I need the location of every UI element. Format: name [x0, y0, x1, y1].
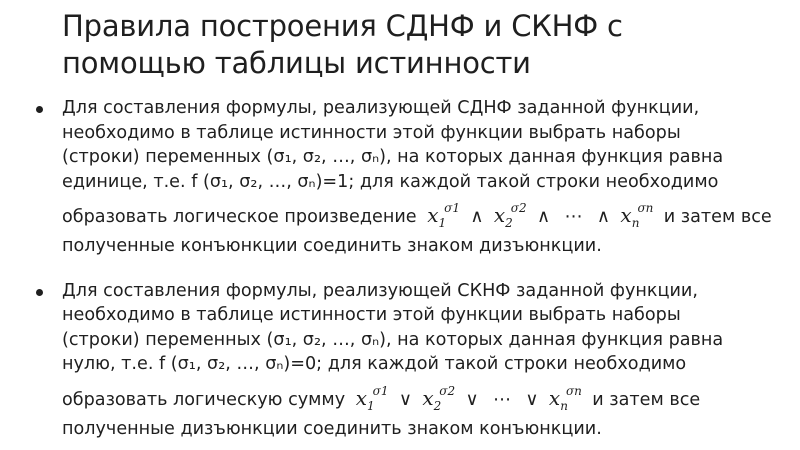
formula-term-n: $x_n^{\sigma n}$	[620, 201, 654, 231]
and-operator: ∧	[536, 206, 551, 228]
bullet-list	[0, 96, 800, 441]
formula-intro-text: образовать логическое произведение	[62, 207, 417, 228]
formula-outro-text: и затем все	[592, 389, 701, 410]
text-line: единице, т.е. f (σ₁, σ₂, …, σₙ)=1; для каждой такой строки необходимо	[62, 171, 719, 192]
bullet-sknf	[0, 279, 800, 442]
disjunction-formula	[355, 383, 589, 413]
text-line: полученные конъюнкции соединить знаком дизъюнкции.	[62, 235, 602, 256]
and-operator: ∧	[470, 206, 484, 228]
text-line: (строки) переменных (σ₁, σ₂, …, σₙ), на которых данная функция равна	[62, 329, 724, 350]
text-line: необходимо в таблице истинности этой функции выбрать наборы	[62, 305, 681, 326]
conjunction-formula	[427, 201, 660, 231]
or-operator: ∨	[398, 388, 412, 410]
text-line: нулю, т.е. f (σ₁, σ₂, …, σₙ)=0; для каждой такой строки необходимо	[62, 354, 687, 375]
formula-term-1: $x_1^{\sigma 1}$	[355, 383, 389, 413]
formula-term-2: $x_2^{\sigma 2}$	[493, 201, 527, 231]
and-operator: ∧	[596, 206, 611, 228]
formula-line	[62, 196, 772, 236]
text-line: полученные дизъюнкции соединить знаком конъюнкции.	[62, 418, 602, 439]
formula-intro-text: образовать логическую сумму	[62, 389, 346, 410]
or-operator: ∨	[465, 388, 479, 410]
formula-line	[62, 379, 760, 419]
ellipsis: ⋯	[564, 206, 583, 228]
text-line: необходимо в таблице истинности этой функции выбрать наборы	[62, 122, 681, 143]
formula-term-1: $x_1^{\sigma 1}$	[427, 201, 460, 231]
text-line: Для составления формулы, реализующей СДНФ заданной функции,	[62, 98, 700, 118]
bullet-dot-icon	[36, 289, 43, 296]
formula-term-n: $x_n^{\sigma n}$	[548, 383, 582, 413]
bullet-sdnf	[0, 96, 800, 259]
text-line: Для составления формулы, реализующей СКНФ заданной функции,	[62, 280, 698, 301]
formula-outro-text: и затем все	[663, 207, 772, 228]
bullet-dot-icon	[36, 106, 43, 113]
slide-title: Правила построения СДНФ и СКНФ с помощью таблицы истинности	[62, 9, 623, 80]
or-operator: ∨	[525, 388, 539, 410]
ellipsis: ⋯	[493, 388, 512, 410]
formula-term-2: $x_2^{\sigma 2}$	[422, 383, 456, 413]
text-line: (строки) переменных (σ₁, σ₂, …, σₙ), на которых данная функция равна	[62, 147, 724, 168]
